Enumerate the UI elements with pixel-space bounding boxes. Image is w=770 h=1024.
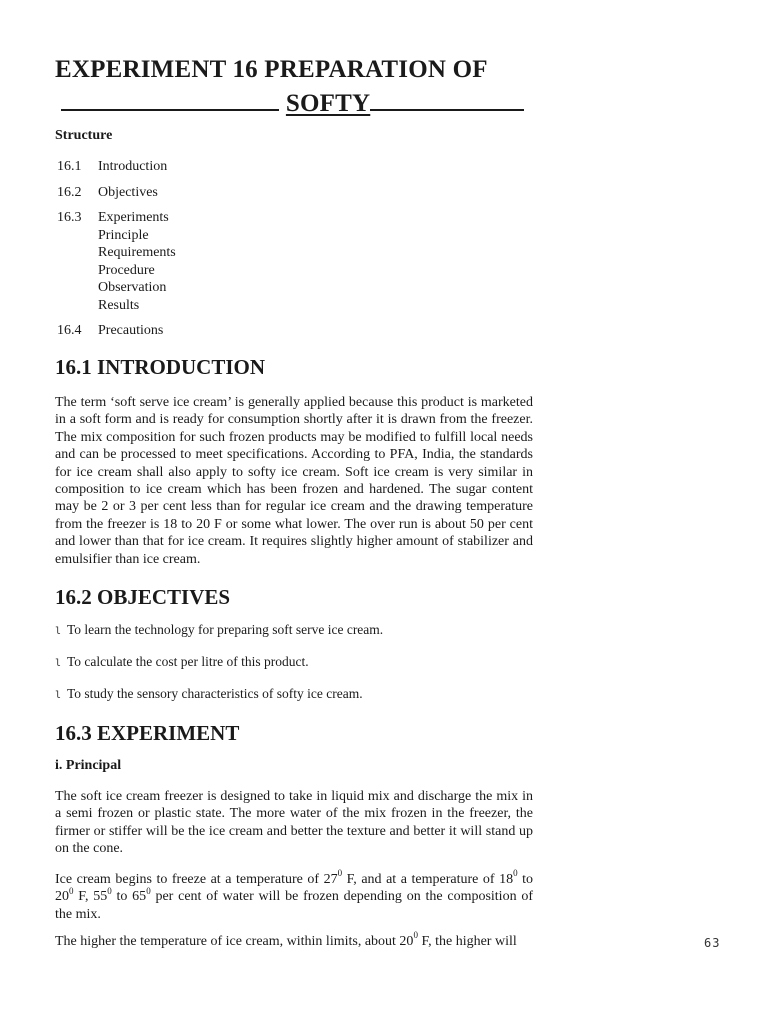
degree-superscript: 0: [513, 868, 518, 879]
structure-subitem: Principle: [98, 227, 149, 243]
objectives-heading: 16.2 OBJECTIVES: [55, 585, 231, 609]
objective-text: To learn the technology for preparing soft serve ice cream.: [67, 622, 384, 637]
text-run: Ice cream begins to freeze at a temperature of 27: [55, 872, 338, 887]
structure-item: [57, 209, 357, 314]
degree-superscript: 0: [107, 885, 112, 896]
structure-item-number: 16.1: [57, 159, 82, 174]
introduction-heading: 16.1 INTRODUCTION: [55, 355, 266, 379]
objective-text: To study the sensory characteristics of softy ice cream.: [67, 686, 363, 701]
structure-item-label: Introduction: [98, 159, 168, 174]
structure-subitem: Observation: [98, 280, 167, 295]
structure-item: [57, 158, 357, 176]
structure-item-label: Precautions: [98, 323, 164, 338]
structure-item-label: Objectives: [98, 184, 158, 200]
principal-paragraph-1: The soft ice cream freezer is designed to take in liquid mix and discharge the mix in a semi frozen or plastic state. The more water of the mix frozen in the freezer, the firmer or stiffer will be the ice cream and better the texture and better it will stand up on the cone.: [55, 789, 533, 857]
title-line-2: [55, 85, 545, 119]
text-run: F, the higher will: [417, 934, 517, 949]
bullet-icon: l: [55, 658, 62, 669]
structure-list: [57, 158, 357, 348]
structure-label: Structure: [55, 128, 113, 143]
objective-text: To calculate the cost per litre of this product.: [67, 654, 309, 669]
objectives-list: [55, 622, 535, 718]
experiment-heading: 16.3 EXPERIMENT: [55, 721, 240, 745]
page-title: [55, 55, 545, 119]
text-run: per cent of water will be frozen depending on the composition of the mix.: [55, 889, 534, 922]
principal-subheading: i. Principal: [55, 758, 122, 773]
structure-item-number: 16.4: [57, 323, 82, 338]
objective-item: [55, 622, 535, 654]
structure-item: [57, 184, 357, 202]
structure-subitem: Results: [98, 297, 140, 313]
structure-subitem: Requirements: [98, 245, 176, 260]
page-number: 63: [704, 936, 721, 950]
structure-item-number: 16.2: [57, 184, 82, 200]
structure-item: [57, 322, 357, 340]
text-run: F, 55: [73, 889, 108, 905]
structure-subitem: Procedure: [98, 262, 155, 278]
degree-superscript: 0: [337, 868, 343, 879]
structure-item-label: Experiments: [98, 210, 169, 225]
degree-superscript: 0: [146, 885, 151, 896]
bullet-icon: l: [55, 626, 62, 637]
bullet-icon: l: [55, 690, 62, 701]
objective-item: [55, 654, 535, 686]
degree-superscript: 0: [413, 930, 418, 941]
title-line-1: EXPERIMENT 16 PREPARATION OF: [55, 56, 488, 83]
degree-superscript: 0: [69, 885, 74, 896]
introduction-paragraph: The term ‘soft serve ice cream’ is generally applied because this product is marketed in a soft form and is ready for consumption shortly after it is drawn from the freezer. The mix composition for such frozen products may be modified to fulfill local needs and can be processed to meet specifications. According to PFA, India, the standards for ice cream shall also apply to softy ice cream. Soft ice cream is very similar in composition to ice cream which has been frozen and hardened. The sugar content may be 2 or 3 per cent less than for regular ice cream and the drawing temperature from the freezer is 18 to 20 F or some what lower. The over run is about 50 per cent and lower than that for ice cream. It requires slightly higher amount of stabilizer and emulsifier than ice cream.: [55, 395, 533, 567]
text-run: to 65: [111, 889, 147, 905]
title-word: SOFTY: [285, 90, 371, 117]
structure-item-number: 16.3: [57, 210, 82, 225]
structure-item-group: [98, 209, 176, 314]
text-run: F, and at a temperature of 18: [342, 872, 514, 887]
title-blank-left: [61, 85, 279, 111]
text-run: to 20: [55, 872, 534, 905]
objective-item: [55, 686, 535, 718]
title-blank-right: [370, 85, 524, 111]
text-run: The higher the temperature of ice cream, within limits, about 20: [55, 934, 414, 949]
principal-paragraph-3: [55, 930, 533, 950]
principal-paragraph-2: [55, 868, 534, 923]
